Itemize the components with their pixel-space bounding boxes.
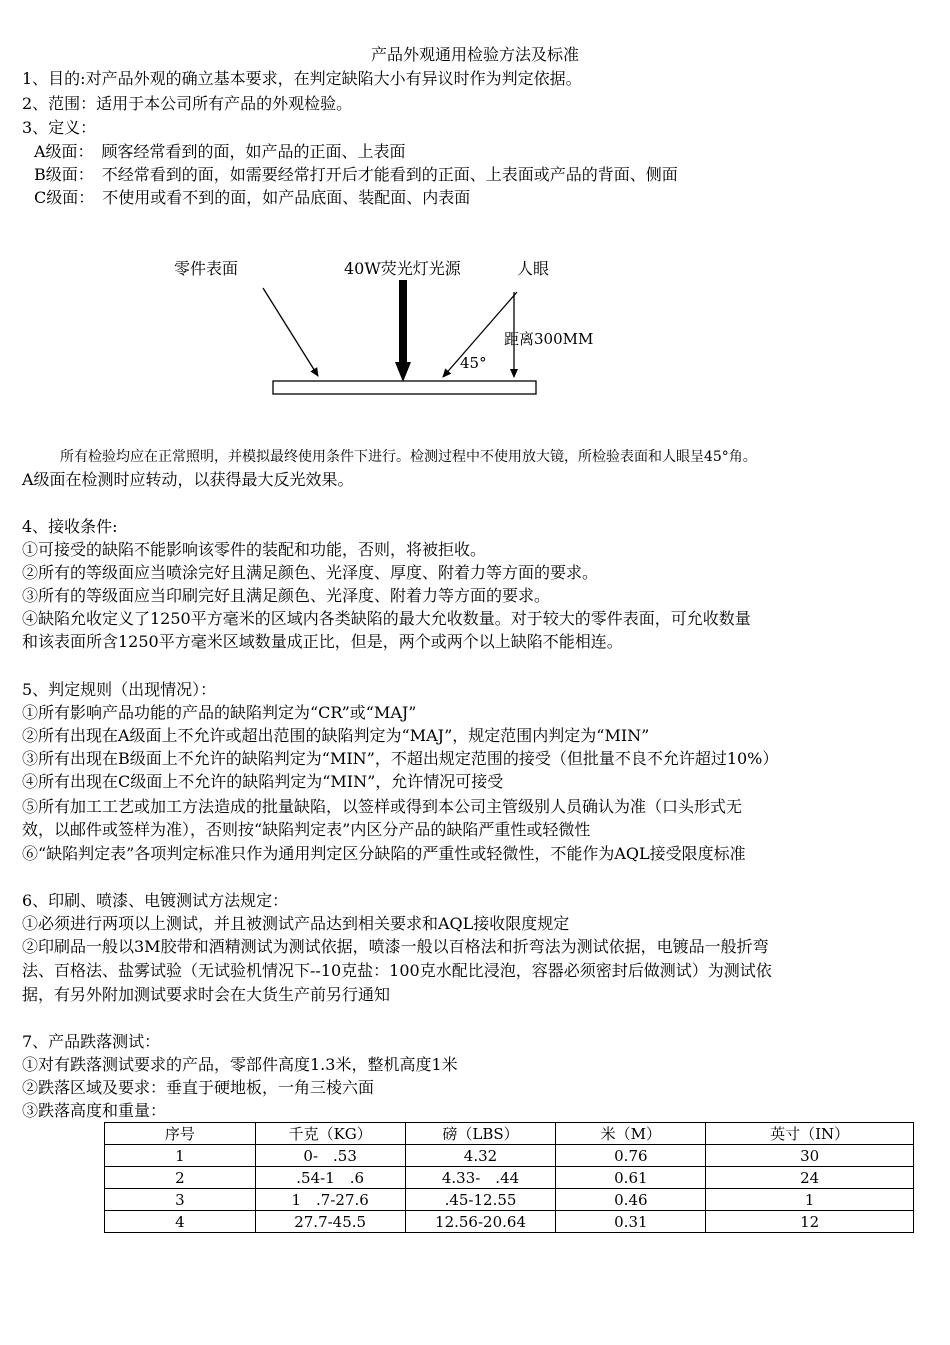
section-5-heading: 5、判定规则（出现情况）： (22, 680, 217, 699)
cell-kg: .54-1 .6 (255, 1167, 405, 1189)
inspection-paragraph-2: A级面在检测时应转动，以获得最大反光效果。 (22, 470, 354, 489)
section-7-heading: 7、产品跌落测试： (22, 1032, 161, 1051)
cell-index: 2 (105, 1167, 256, 1189)
cell-index: 4 (105, 1211, 256, 1233)
cell-lbs: .45-12.55 (405, 1189, 556, 1211)
cell-kg: 27.7-45.5 (255, 1211, 405, 1233)
cell-meter: 0.46 (556, 1189, 706, 1211)
acceptance-item-2: ②所有的等级面应当喷涂完好且满足颜色、光泽度、厚度、附着力等方面的要求。 (22, 563, 599, 582)
cell-index: 1 (105, 1145, 256, 1167)
testing-item-2-line-2: 法、百格法、盐雾试验（无试验机情况下--10克盐：100克水配比浸泡，容器必须密封后做测试）为测试依 (22, 961, 772, 980)
testing-item-2-line-1: ②印刷品一般以3M胶带和酒精测试为测试依据，喷漆一般以百格法和折弯法为测试依据，电镀品一般折弯 (22, 937, 769, 956)
cell-index: 3 (105, 1189, 256, 1211)
label-distance: 距离300MM (504, 330, 594, 348)
cell-inch: 30 (706, 1145, 914, 1167)
header-meter: 米（M） (556, 1123, 706, 1145)
judgement-item-6: ⑥“缺陷判定表”各项判定标准只作为通用判定区分缺陷的严重性或轻微性，不能作为AQL接受限度标准 (22, 844, 746, 863)
testing-item-1: ①必须进行两项以上测试，并且被测试产品达到相关要求和AQL接收限度规定 (22, 914, 570, 933)
header-index: 序号 (105, 1123, 256, 1145)
cell-inch: 12 (706, 1211, 914, 1233)
label-human-eye: 人眼 (517, 259, 550, 278)
cell-meter: 0.61 (556, 1167, 706, 1189)
cell-kg: 0- .53 (255, 1145, 405, 1167)
light-beam-shaft (399, 280, 407, 364)
section-6-heading: 6、印刷、喷漆、电镀测试方法规定： (22, 891, 289, 910)
judgement-item-5-line-2: 效，以邮件或签样为准），否则按“缺陷判定表”内区分产品的缺陷严重性或轻微性 (22, 820, 591, 839)
cell-lbs: 4.33- .44 (405, 1167, 556, 1189)
drop-item-3: ③跌落高度和重量： (22, 1101, 167, 1120)
cell-meter: 0.31 (556, 1211, 706, 1233)
section-4-heading: 4、接收条件: (22, 517, 118, 536)
header-inch: 英寸（IN） (706, 1123, 914, 1145)
label-angle: 45° (460, 354, 487, 372)
cell-kg: 1 .7-27.6 (255, 1189, 405, 1211)
inspection-diagram (0, 240, 950, 410)
cell-lbs: 12.56-20.64 (405, 1211, 556, 1233)
label-part-surface: 零件表面 (174, 259, 239, 278)
section-1-purpose: 1、目的:对产品外观的确立基本要求，在判定缺陷大小有异议时作为判定依据。 (22, 69, 582, 88)
acceptance-item-4-line-1: ④缺陷允收定义了1250平方毫米的区域内各类缺陷的最大允收数量。对于较大的零件表面，可允收数量 (22, 609, 751, 628)
judgement-item-1: ①所有影响产品功能的产品的缺陷判定为“CR”或“MAJ” (22, 703, 417, 722)
drop-item-2: ②跌落区域及要求：垂直于硬地板，一角三棱六面 (22, 1078, 375, 1097)
document-title: 产品外观通用检验方法及标准 (370, 45, 579, 64)
table-row (105, 1145, 914, 1167)
table-row (105, 1189, 914, 1211)
definition-c-surface: C级面： 不使用或看不到的面，如产品底面、装配面、内表面 (34, 188, 471, 207)
definition-b-surface: B级面： 不经常看到的面，如需要经常打开后才能看到的正面、上表面或产品的背面、侧面 (34, 165, 678, 184)
inspection-paragraph-1: 所有检验均应在正常照明，并模拟最终使用条件下进行。检测过程中不使用放大镜，所检验表面和人眼呈45°角。 (60, 449, 757, 465)
drop-item-1: ①对有跌落测试要求的产品，零部件高度1.3米，整机高度1米 (22, 1055, 458, 1074)
table-row (105, 1211, 914, 1233)
definition-a-surface: A级面： 顾客经常看到的面，如产品的正面、上表面 (34, 142, 406, 161)
judgement-item-5-line-1: ⑤所有加工工艺或加工方法造成的批量缺陷，以签样或得到本公司主管级别人员确认为准（口头形式无 (22, 797, 743, 816)
drop-test-table (104, 1122, 914, 1233)
light-beam-arrowhead (395, 362, 411, 382)
surface-pointer-arrow (263, 288, 318, 376)
judgement-item-3: ③所有出现在B级面上不允许的缺陷判定为“MIN”，不超出规定范围的接受（但批量不良不允许超过10%） (22, 749, 779, 768)
cell-inch: 1 (706, 1189, 914, 1211)
header-lbs: 磅（LBS） (405, 1123, 556, 1145)
part-surface-plate (273, 381, 536, 394)
testing-item-2-line-3: 据，有另外附加测试要求时会在大货生产前另行通知 (22, 985, 391, 1004)
acceptance-item-1: ①可接受的缺陷不能影响该零件的装配和功能，否则，将被拒收。 (22, 540, 487, 559)
table-header-row (105, 1123, 914, 1145)
section-3-heading: 3、定义： (22, 118, 97, 137)
header-kg: 千克（KG） (255, 1123, 405, 1145)
section-2-scope: 2、范围：适用于本公司所有产品的外观检验。 (22, 94, 353, 113)
cell-inch: 24 (706, 1167, 914, 1189)
table-row (105, 1167, 914, 1189)
acceptance-item-4-line-2: 和该表面所含1250平方毫米区域数量成正比，但是，两个或两个以上缺陷不能相连。 (22, 632, 623, 651)
cell-meter: 0.76 (556, 1145, 706, 1167)
judgement-item-2: ②所有出现在A级面上不允许或超出范围的缺陷判定为“MAJ”，规定范围内判定为“MIN” (22, 726, 650, 745)
label-light-source: 40W荧光灯光源 (344, 259, 461, 278)
cell-lbs: 4.32 (405, 1145, 556, 1167)
judgement-item-4: ④所有出现在C级面上不允许的缺陷判定为“MIN”，允许情况可接受 (22, 772, 504, 791)
acceptance-item-3: ③所有的等级面应当印刷完好且满足颜色、光泽度、附着力等方面的要求。 (22, 586, 551, 605)
